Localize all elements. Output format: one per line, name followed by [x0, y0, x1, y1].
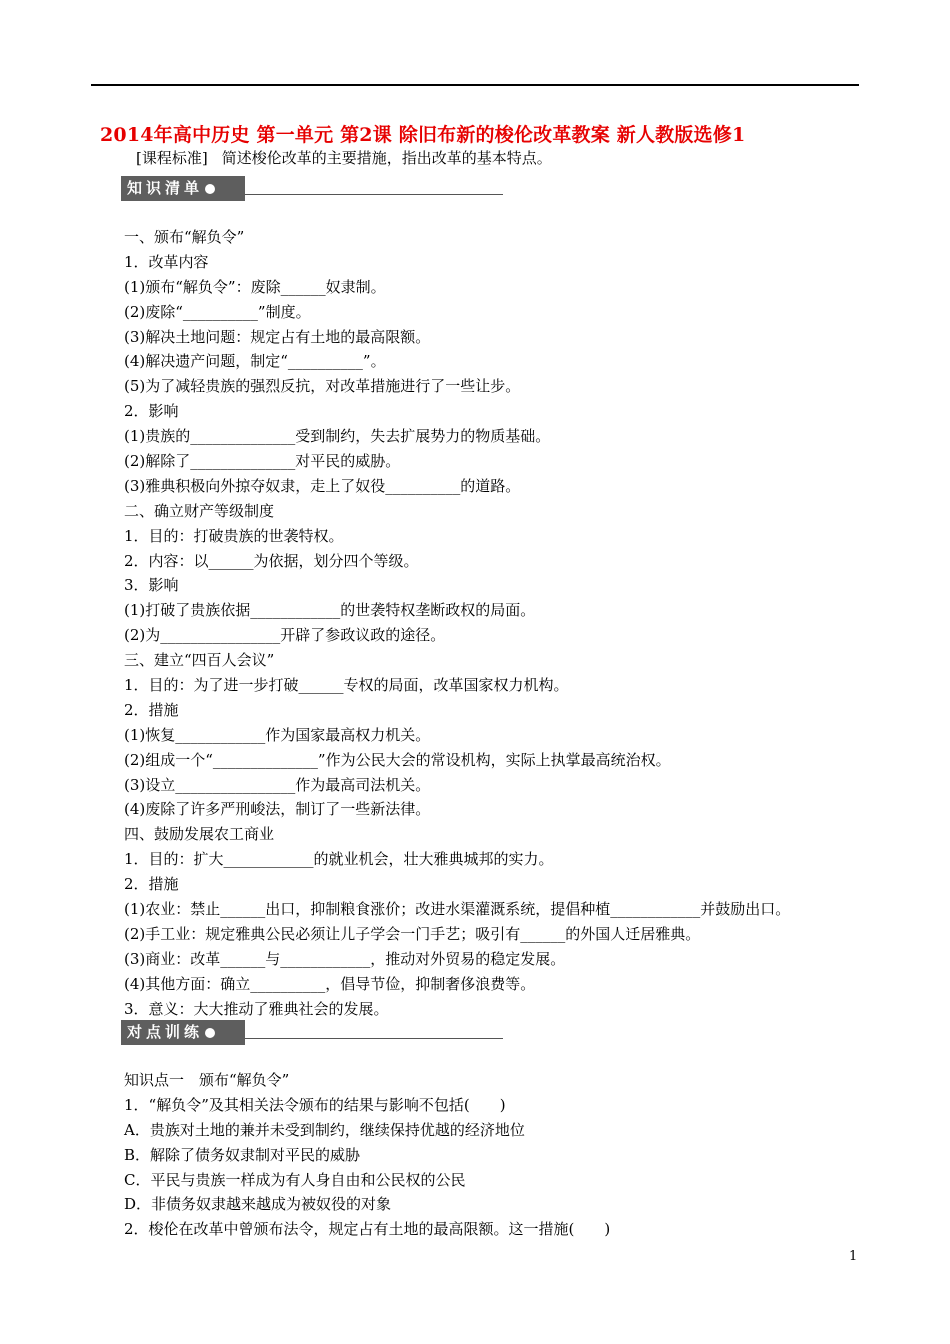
list-item: 2．影响: [124, 402, 179, 421]
list-item: 3．影响: [124, 576, 179, 595]
list-item: C．平民与贵族一样成为有人身自由和公民权的公民: [124, 1170, 466, 1189]
list-item: (4)废除了许多严刑峻法，制订了一些新法律。: [124, 800, 431, 819]
list-item: 2．梭伦在改革中曾颁布法令，规定占有土地的最高限额。这一措施( ): [124, 1220, 611, 1239]
list-item: 二、确立财产等级制度: [124, 501, 275, 520]
document-title: 2014年高中历史 第一单元 第2课 除旧布新的梭伦改革教案 新人教版选修1: [100, 124, 746, 146]
list-item: (2)手工业：规定雅典公民必须让儿子学会一门手艺；吸引有______的外国人迁居雅典。: [124, 924, 701, 943]
section-tag: [121, 176, 245, 201]
list-item: (5)为了减轻贵族的强烈反抗，对改革措施进行了一些让步。: [124, 377, 521, 396]
course-standard-text: 简述梭伦改革的主要措施，指出改革的基本特点。: [221, 149, 552, 167]
section-title-practice: 对点训练: [127, 1023, 204, 1041]
list-item: 1．目的：打破贵族的世袭特权。: [124, 526, 344, 545]
section-banner-practice: [121, 1020, 505, 1045]
section-title-knowledge: 知识清单: [127, 179, 204, 197]
bullet-dot-icon: [205, 184, 215, 194]
list-item: (2)废除“__________”制度。: [124, 302, 311, 321]
list-item: 一、颁布“解负令”: [124, 228, 245, 246]
bullet-dot-icon: [205, 1028, 215, 1038]
list-item: (2)解除了______________对平民的威胁。: [124, 452, 401, 471]
list-item: 三、建立“四百人会议”: [124, 651, 275, 670]
list-item: (3)设立________________作为最高司法机关。: [124, 775, 431, 794]
list-item: (1)农业：禁止______出口，抑制粮食涨价；改进水渠灌溉系统，提倡种植____________并鼓励出口。: [124, 900, 791, 919]
list-item: 1．改革内容: [124, 252, 209, 271]
section-underline: [245, 194, 503, 195]
list-item: A．贵族对土地的兼并未受到制约，继续保持优越的经济地位: [124, 1120, 525, 1139]
list-item: (4)其他方面：确立__________，倡导节俭，抑制奢侈浪费等。: [124, 974, 536, 993]
list-item: 1．“解负令”及其相关法令颁布的结果与影响不包括( ): [124, 1095, 506, 1114]
list-item: 知识点一 颁布“解负令”: [124, 1071, 290, 1089]
list-item: 3．意义：大大推动了雅典社会的发展。: [124, 999, 389, 1018]
list-item: (3)解决土地问题：规定占有土地的最高限额。: [124, 327, 431, 346]
list-item: B．解除了债务奴隶制对平民的威胁: [124, 1145, 361, 1164]
list-item: (1)恢复____________作为国家最高权力机关。: [124, 725, 431, 744]
list-item: D．非债务奴隶越来越成为被奴役的对象: [124, 1195, 392, 1214]
knowledge-list: [124, 225, 904, 1022]
list-item: (1)颁布“解负令”：废除______奴隶制。: [124, 277, 386, 296]
list-item: (2)为________________开辟了参政议政的途径。: [124, 626, 446, 645]
list-item: 四、鼓励发展农工商业: [124, 825, 275, 844]
section-tag: [121, 1020, 245, 1045]
course-standard: [136, 147, 552, 168]
list-item: (2)组成一个“______________”作为公民大会的常设机构，实际上执掌最高统治权。: [124, 750, 671, 769]
practice-list: [124, 1068, 904, 1242]
list-item: (1)打破了贵族依据____________的世袭特权垄断政权的局面。: [124, 601, 536, 620]
section-underline: [245, 1038, 503, 1039]
list-item: (3)雅典积极向外掠夺奴隶，走上了奴役__________的道路。: [124, 476, 521, 495]
course-standard-label: [课程标准]: [136, 149, 208, 167]
list-item: 1．目的：扩大____________的就业机会，壮大雅典城邦的实力。: [124, 850, 554, 869]
list-item: 2．措施: [124, 875, 179, 894]
list-item: (3)商业：改革______与____________，推动对外贸易的稳定发展。: [124, 949, 566, 968]
list-item: 2．内容：以______为依据，划分四个等级。: [124, 551, 419, 570]
page-number: 1: [849, 1249, 858, 1264]
top-rule: [91, 84, 859, 86]
list-item: (4)解决遗产问题，制定“__________”。: [124, 352, 386, 371]
section-banner-knowledge: [121, 176, 505, 201]
list-item: 1．目的：为了进一步打破______专权的局面，改革国家权力机构。: [124, 676, 569, 695]
list-item: (1)贵族的______________受到制约，失去扩展势力的物质基础。: [124, 427, 551, 446]
list-item: 2．措施: [124, 700, 179, 719]
